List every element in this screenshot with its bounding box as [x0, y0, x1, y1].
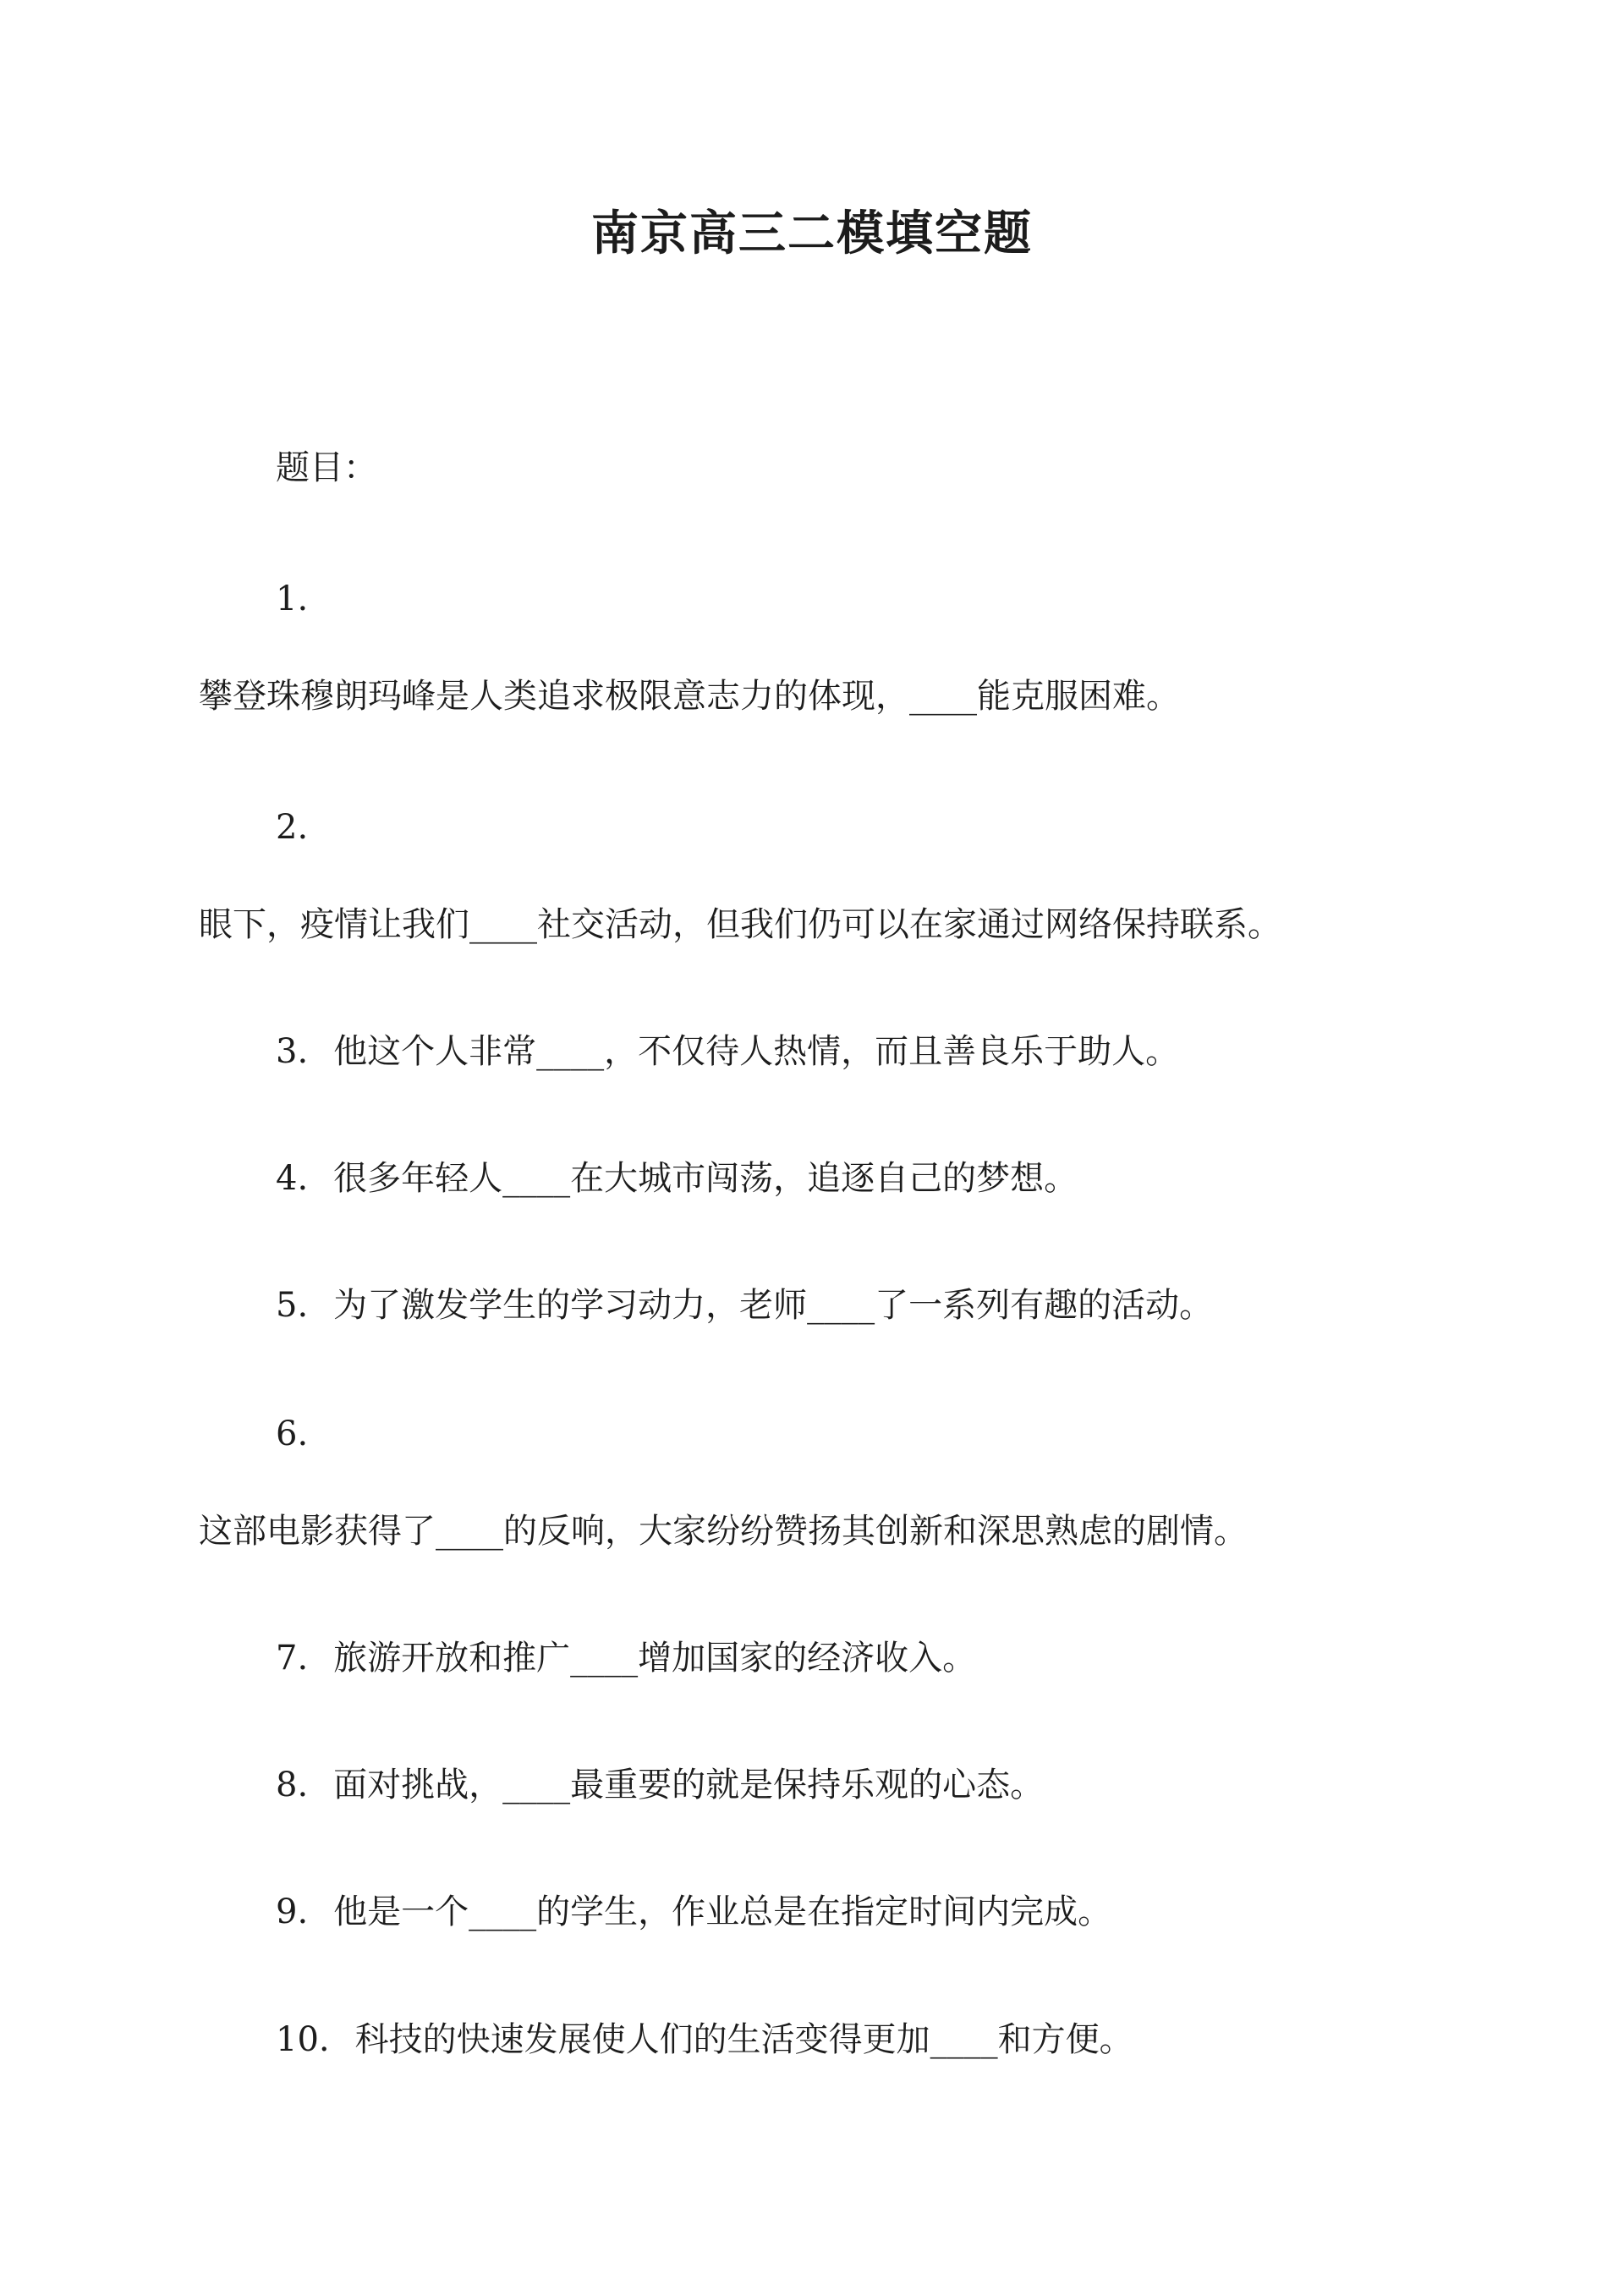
question-10: [276, 2016, 1133, 2063]
question-8-text: 面对挑战，____最重要的就是保持乐观的心态。: [333, 1766, 1045, 1804]
question-1-text: 攀登珠穆朗玛峰是人类追求极限意志力的体现，____能克服困难。: [199, 677, 1180, 716]
question-3-text: 他这个人非常____，不仅待人热情，而且善良乐于助人。: [333, 1032, 1180, 1071]
question-5-text: 为了激发学生的学习动力，老师____了一系列有趣的活动。: [333, 1286, 1214, 1325]
question-10-number: 10.: [276, 2020, 330, 2059]
question-1-number: 1.: [276, 579, 309, 618]
question-3-number: 3.: [276, 1032, 309, 1071]
question-9: [276, 1888, 1111, 1936]
question-9-number: 9.: [276, 1892, 309, 1931]
question-8: [276, 1761, 1044, 1809]
questions-heading: 题目：: [276, 448, 377, 487]
question-3: [276, 1028, 1179, 1075]
question-10-text: 科技的快速发展使人们的生活变得更加____和方便。: [354, 2020, 1133, 2059]
question-5: [276, 1282, 1213, 1329]
question-2-text: 眼下，疫情让我们____社交活动，但我们仍可以在家通过网络保持联系。: [199, 905, 1281, 944]
question-5-number: 5.: [276, 1286, 309, 1325]
question-9-text: 他是一个____的学生，作业总是在指定时间内完成。: [333, 1892, 1112, 1931]
question-7-text: 旅游开放和推广____增加国家的经济收入。: [333, 1639, 977, 1678]
question-6-text: 这部电影获得了____的反响，大家纷纷赞扬其创新和深思熟虑的剧情。: [199, 1512, 1248, 1551]
question-4: [276, 1155, 1078, 1202]
question-6-number: 6.: [276, 1414, 309, 1453]
page-title: 南京高三二模填空题: [591, 206, 1033, 261]
question-4-number: 4.: [276, 1159, 309, 1198]
question-7-number: 7.: [276, 1639, 309, 1678]
question-2-number: 2.: [276, 808, 309, 847]
question-8-number: 8.: [276, 1766, 309, 1804]
question-7: [276, 1634, 976, 1682]
question-4-text: 很多年轻人____在大城市闯荡，追逐自己的梦想。: [333, 1159, 1078, 1198]
